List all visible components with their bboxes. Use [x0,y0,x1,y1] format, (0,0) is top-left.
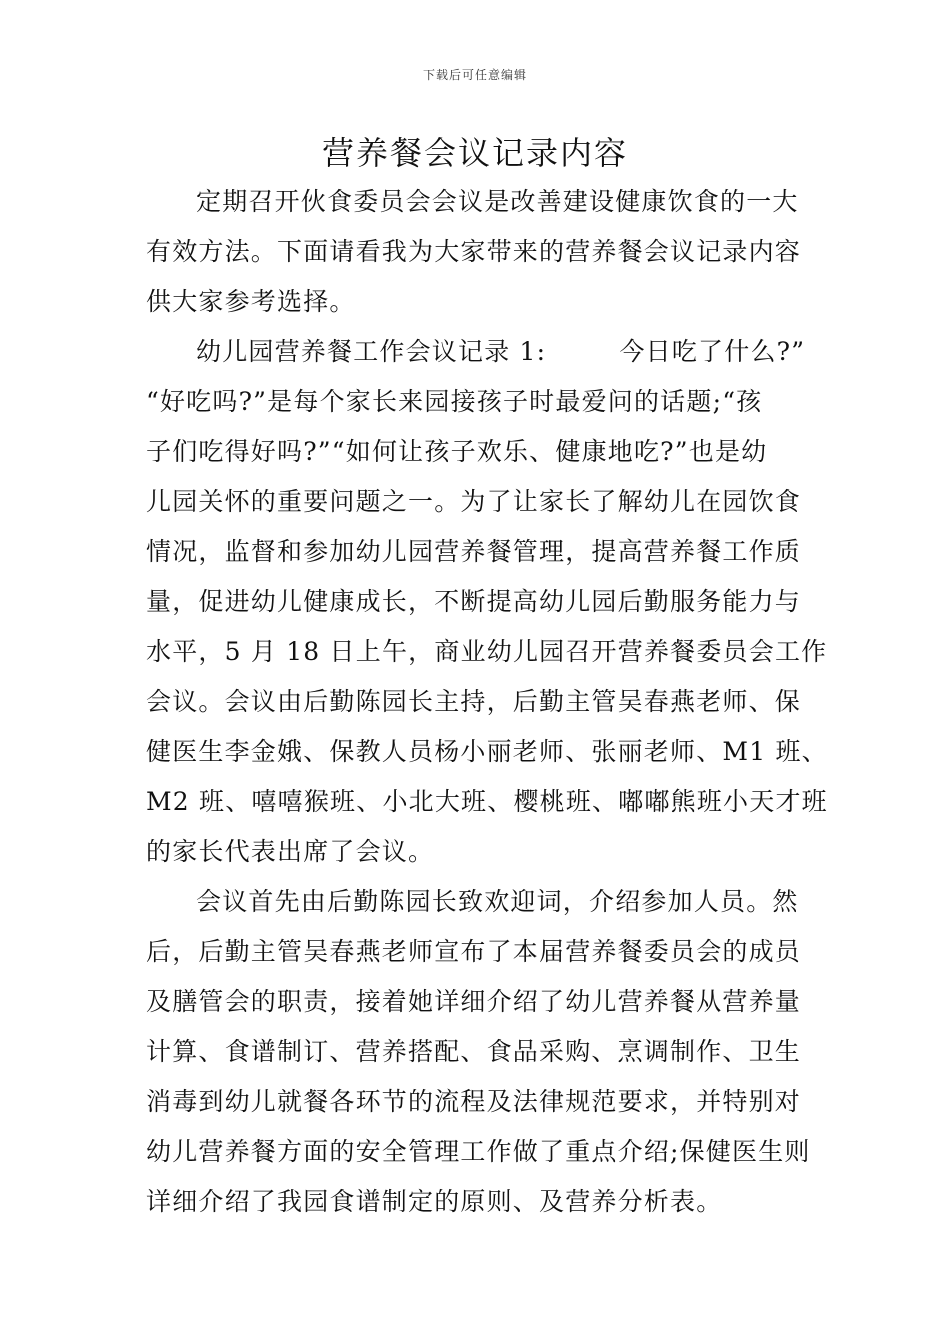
text-line: 供大家参考选择。 [146,287,356,316]
text-line: 幼儿营养餐方面的安全管理工作做了重点介绍;保健医生则 [146,1137,811,1166]
text-line: 定期召开伙食委员会会议是改善建设健康饮食的一大 [196,187,799,216]
text-line: 及膳管会的职责，接着她详细介绍了幼儿营养餐从营养量 [146,987,802,1016]
text-line: 消毒到幼儿就餐各环节的流程及法律规范要求，并特别对 [146,1087,802,1116]
text-line: 会议。会议由后勤陈园长主持，后勤主管吴春燕老师、保 [146,687,802,716]
document-body [146,177,826,1227]
text-line: 会议首先由后勤陈园长致欢迎词，介绍参加人员。然 [196,887,799,916]
text-line: 的家长代表出席了会议。 [146,837,435,866]
document-title: 营养餐会议记录内容 [321,134,628,172]
text-line: 幼儿园营养餐工作会议记录 1: 今日吃了什么?” [196,337,806,366]
text-line: 子们吃得好吗?”“如何让孩子欢乐、健康地吃?”也是幼 [146,437,768,466]
text-line: 有效方法。下面请看我为大家带来的营养餐会议记录内容 [146,237,802,266]
paragraph-meeting-record [146,327,826,877]
text-line: “好吃吗?”是每个家长来园接孩子时最爱问的话题;“孩 [146,387,763,416]
paragraph-intro [146,177,826,327]
text-line: 儿园关怀的重要问题之一。为了让家长了解幼儿在园饮食 [146,487,802,516]
text-line: 情况，监督和参加幼儿园营养餐管理，提高营养餐工作质 [146,537,802,566]
text-line: 详细介绍了我园食谱制定的原则、及营养分析表。 [146,1187,723,1216]
text-line: 量，促进幼儿健康成长，不断提高幼儿园后勤服务能力与 [146,587,802,616]
paragraph-meeting-content [146,877,826,1227]
text-line: 水平，5 月 18 日上午，商业幼儿园召开营养餐委员会工作 [146,637,828,666]
text-line: 计算、食谱制订、营养搭配、食品采购、烹调制作、卫生 [146,1037,802,1066]
text-line: 健医生李金娥、保教人员杨小丽老师、张丽老师、M1 班、 [146,737,828,766]
text-line: 后，后勤主管吴春燕老师宣布了本届营养餐委员会的成员 [146,937,802,966]
text-line: M2 班、嘻嘻猴班、小北大班、樱桃班、嘟嘟熊班小天才班 [146,787,828,816]
download-note: 下载后可任意编辑 [422,68,527,82]
